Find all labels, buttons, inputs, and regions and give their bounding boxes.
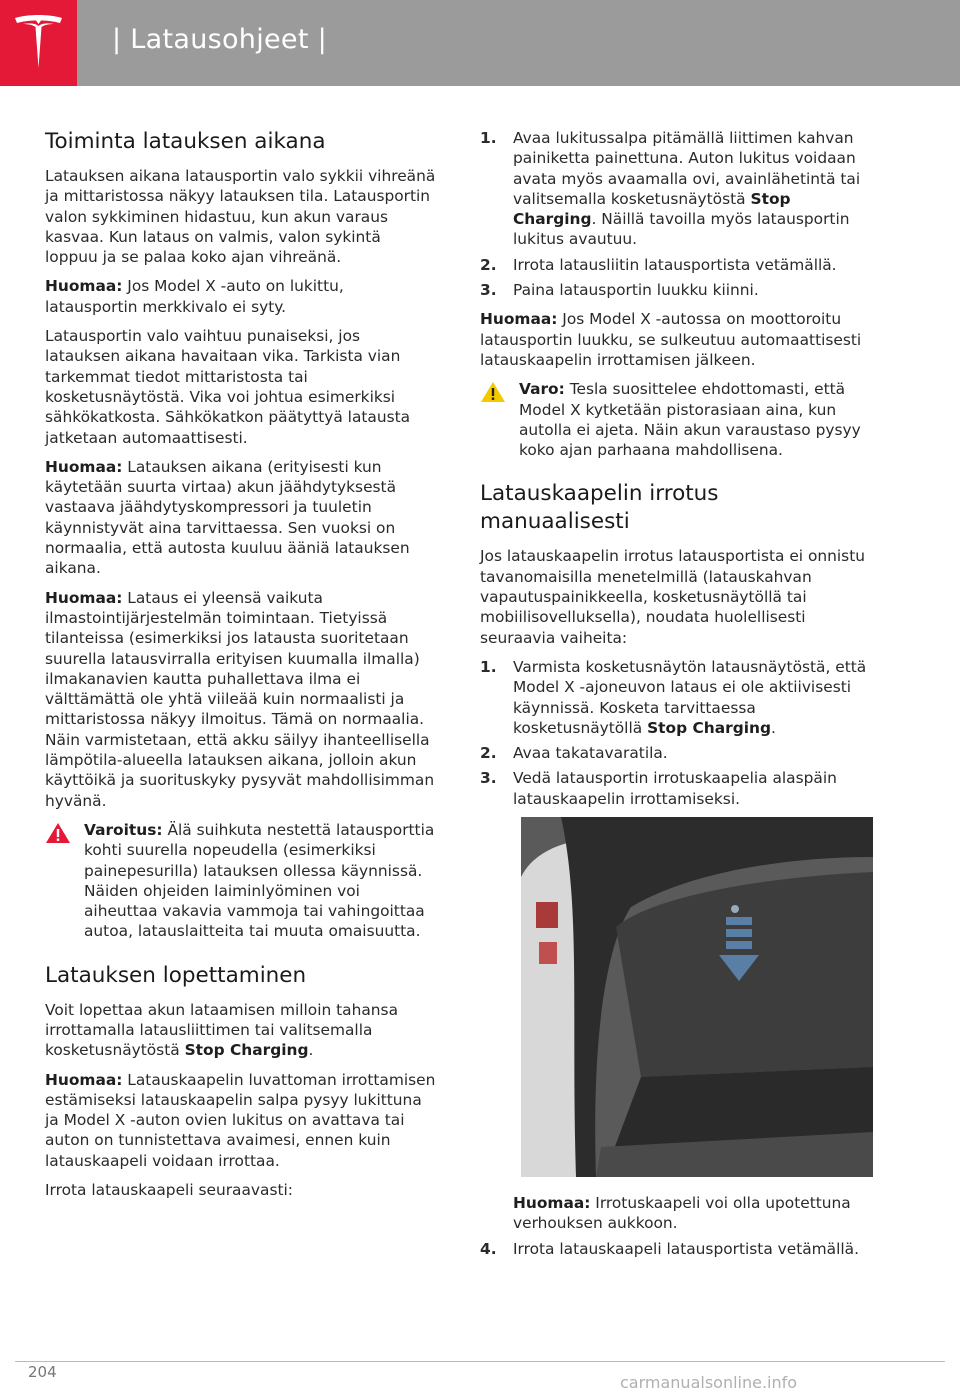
trunk-illustration — [521, 817, 873, 1177]
caution-label: Varo: — [519, 380, 565, 399]
note-label: Huomaa: — [45, 457, 123, 476]
section-heading-manual-release: Latauskaapelin irrotus manuaalisesti — [480, 481, 719, 535]
note — [45, 588, 437, 811]
page-number: 204 — [28, 1363, 57, 1381]
note — [45, 1070, 437, 1171]
page-header — [0, 0, 960, 86]
note — [480, 309, 874, 370]
watermark: carmanualsonline.info — [620, 1373, 798, 1392]
list-item: 2. Irrota latausliitin latausportista vetämällä. — [480, 255, 837, 274]
warning-triangle-icon — [45, 822, 71, 844]
note-text: Jos Model X -autossa on moottoroitu latausportin luukku, se sulkeutuu automaattisesti latauskaapelin irrottamisen jälkeen. — [480, 310, 862, 369]
tesla-logo-icon — [13, 14, 64, 70]
note-label: Huomaa: — [45, 1070, 123, 1089]
warning-label: Varoitus: — [84, 820, 163, 839]
note-label: Huomaa: — [45, 277, 123, 296]
note-text: Latauskaapelin luvattoman irrottamisen estämiseksi latauskaapelin salpa pysyy lukittuna ja Model X -auton ovien lukitus on avattava tai auton on tunnistettava avaimesi, ennen kuin latauskaapeli voidaan irrottaa. — [45, 1070, 436, 1170]
manual-release-steps-cont — [480, 1193, 874, 1259]
paragraph: Latausportin valo vaihtuu punaiseksi, jos latauksen aikana havaitaan vika. Tarkista vian tarkemmat tiedot mittaristosta tai kosketusnäytöstä. Vika voi johtua esimerkiksi sähkökatkosta. Sähkökatkon päätyttyä latausta jatketaan automaattisesti. — [45, 327, 411, 447]
caution-text: Tesla suosittelee ehdottomasti, että Model X kytketään pistorasiaan aina, kun autolla ei ajeta. Näin akun varaustaso pysyy koko ajan parhaana mahdollisena. — [519, 380, 861, 460]
note — [45, 457, 437, 579]
manual-release-steps — [480, 657, 874, 809]
footer-divider — [15, 1361, 945, 1362]
note-text: Jos Model X -auto on lukittu, latausportin merkkivalo ei syty. — [45, 277, 344, 316]
ui-term: Stop Charging — [647, 718, 771, 737]
list-item: 3. Paina latausportin luukku kiinni. — [480, 281, 759, 300]
note — [45, 276, 437, 317]
paragraph: Voit lopettaa akun lataamisen milloin tahansa irrottamalla latausliittimen tai valitsemalla kosketusnäytöstä Stop Charging. — [45, 1000, 398, 1060]
brand-logo — [0, 0, 77, 86]
paragraph: Irrota latauskaapeli seuraavasti: — [45, 1181, 293, 1200]
warning-text: Älä suihkuta nestettä latausporttia kohti suurella nopeudella (esimerkiksi painepesurilla) latauksen ollessa käynnissä. Näiden ohjeiden laiminlyöminen voi aiheuttaa vakavia vammoja tai vahingoittaa autoa, latauslaitteita tai muuta omaisuutta. — [84, 820, 435, 941]
right-column — [480, 128, 874, 1268]
page-title: | Latausohjeet | — [112, 24, 327, 55]
paragraph: Jos latauskaapelin irrotus latausportista ei onnistu tavanomaisilla menetelmillä (latauskahvan vapautuspainikkeella, kosketusnäytöllä tai mobiilisovelluksella), noudata huolellisesti seuraavia vaiheita: — [480, 547, 865, 647]
list-item: 4. Irrota latauskaapeli latausportista vetämällä. — [480, 1239, 859, 1258]
section-heading-charging-behavior: Toiminta latauksen aikana — [45, 129, 326, 154]
note-text: Latauksen aikana (erityisesti kun käytetään suurta virtaa) akun jäähdytyksestä vastaava jäähdytyskompressori ja tuuletin käynnistyvät aina tarvittaessa. Sen vuoksi on normaalia, että autosta kuuluu ääniä latauksen aikana. — [45, 457, 410, 578]
list-item: 3. Vedä latausportin irrotuskaapelia alaspäin latauskaapelin irrottamiseksi. — [480, 769, 837, 808]
list-item: 1. Varmista kosketusnäytön latausnäytöstä, että Model X -ajoneuvon lataus ei ole aktiivisesti käynnissä. Kosketa tarvittaessa kosketusnäytöllä Stop Charging. — [480, 657, 867, 737]
note-text: Irrotuskaapeli voi olla upotettuna verhouksen aukkoon. — [513, 1194, 851, 1233]
left-column — [45, 128, 437, 1209]
note-text: Lataus ei yleensä vaikuta ilmastointijärjestelmän toimintaan. Tietyissä tilanteissa (esimerkiksi jos latausta suoritetaan suurella latausvirralla erityisen kuumalla ilmalla) ilmakanavien kautta puhallettava ilma ei välttämättä ole yhtä viileää kuin normaalisti ja mittaristossa näkyy ilmoitus. Tämä on normaalia. Näin varmistetaan, että akku säilyy ihanteellisella lämpötila-alueella latauksen aikana, jolloin akun käyttöikä ja suorituskyky pysyvät mahdollisimman hyvänä. — [45, 588, 435, 810]
paragraph: Latauksen aikana latausportin valo sykkii vihreänä ja mittaristossa näkyy latauksen tila. Latausportin valon sykkiminen hidastuu, kun akun varaus kasvaa. Kun lataus on valmis, valon sykintä loppuu ja se palaa koko ajan vihreänä. — [45, 167, 436, 267]
section-heading-stop-charging: Latauksen lopettaminen — [45, 962, 307, 988]
warning-box — [45, 820, 437, 942]
note-label: Huomaa: — [45, 588, 123, 607]
note-label: Huomaa: — [480, 310, 558, 329]
list-item — [480, 1193, 874, 1234]
unplug-steps — [480, 128, 874, 300]
caution-box — [480, 379, 874, 460]
note-label: Huomaa: — [513, 1194, 591, 1213]
ui-term: Stop Charging — [513, 189, 791, 229]
ui-term: Stop Charging — [184, 1041, 309, 1060]
list-item: 2. Avaa takatavaratila. — [480, 744, 668, 763]
caution-triangle-icon — [480, 381, 506, 403]
list-item: 1. Avaa lukitussalpa pitämällä liittimen kahvan painiketta painettuna. Auton lukitus voidaan avata myös avaamalla ovi, avainlähetintä tai valitsemalla kosketusnäytöstä Stop Charging. Näillä tavoilla myös latausportin lukitus avautuu. — [480, 129, 861, 249]
